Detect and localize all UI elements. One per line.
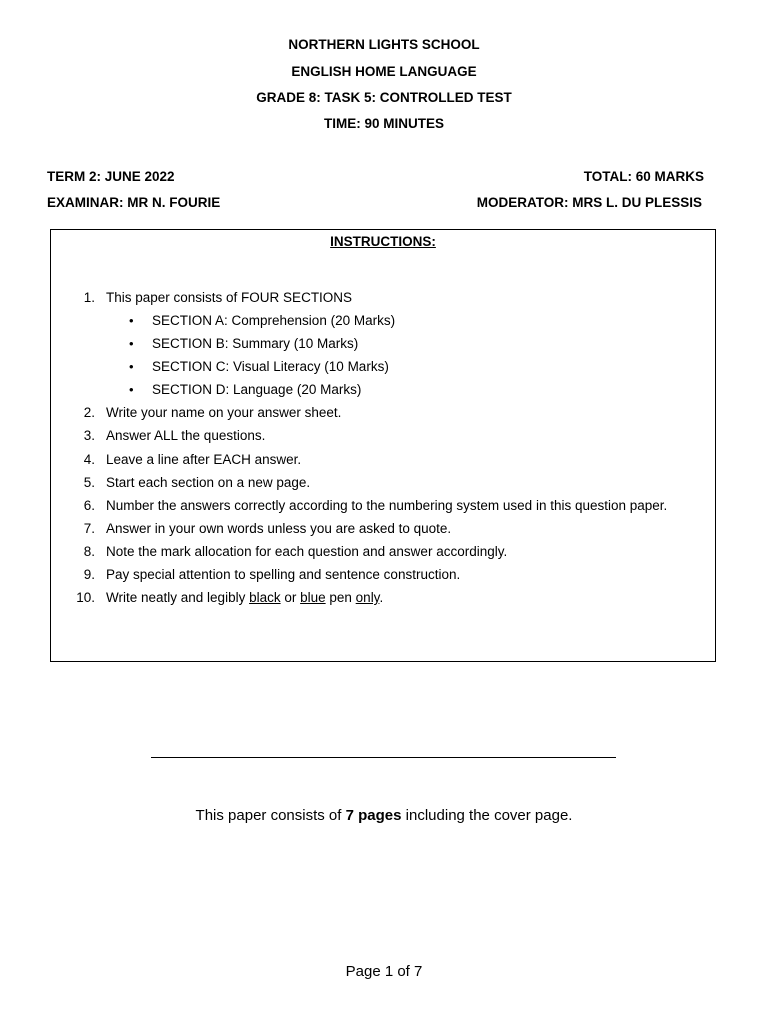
or-text: or [280,590,301,605]
instruction-number: 10. [76,590,95,605]
page-count-bold: 7 pages [345,807,402,824]
bullet-icon: • [129,382,134,397]
moderator-label: MODERATOR: MRS L. DU PLESSIS [476,195,702,210]
period-text: . [379,590,384,605]
instruction-text: This paper consists of FOUR SECTIONS [106,290,353,305]
examiner-label: EXAMINAR: MR N. FOURIE [47,195,221,210]
section-text: SECTION A: Comprehension (20 Marks) [152,313,396,328]
black-underlined: black [249,590,281,605]
instruction-text: Number the answers correctly according to the numbering system used in this question paper. [106,498,668,513]
instruction-text: Write your name on your answer sheet. [106,405,342,420]
instruction-text: Leave a line after EACH answer. [106,452,302,467]
instruction-text-prefix: Write neatly and legibly [106,590,250,605]
blue-underlined: blue [300,590,326,605]
instruction-number: 2. [83,405,95,420]
separator-line [151,757,616,758]
instruction-number: 1. [83,290,95,305]
pen-text: pen [325,590,356,605]
instructions-box [50,229,716,662]
instruction-number: 6. [83,498,95,513]
instruction-number: 3. [83,428,95,443]
instruction-number: 5. [83,475,95,490]
subject-title: ENGLISH HOME LANGUAGE [291,64,477,79]
instructions-heading: INSTRUCTIONS: [330,234,436,249]
page-count-prefix: This paper consists of [195,807,346,824]
section-text: SECTION B: Summary (10 Marks) [152,336,359,351]
instruction-text: Answer ALL the questions. [106,428,266,443]
instruction-text: Start each section on a new page. [106,475,311,490]
instruction-text: Answer in your own words unless you are asked to quote. [106,521,452,536]
instruction-text [106,590,383,605]
instruction-number: 8. [83,544,95,559]
instruction-text: Note the mark allocation for each question and answer accordingly. [106,544,508,559]
page-number: Page 1 of 7 [345,963,423,980]
bullet-icon: • [129,336,134,351]
task-title: GRADE 8: TASK 5: CONTROLLED TEST [256,90,512,105]
bullet-icon: • [129,313,134,328]
bullet-icon: • [129,359,134,374]
instruction-number: 7. [83,521,95,536]
instruction-number: 4. [83,452,95,467]
only-underlined: only [355,590,380,605]
time-allowed: TIME: 90 MINUTES [323,116,444,131]
instruction-text: Pay special attention to spelling and sentence construction. [106,567,461,582]
total-marks-label: TOTAL: 60 MARKS [583,169,704,184]
page-count-statement [0,807,768,824]
page-count-suffix: including the cover page. [401,807,573,824]
section-text: SECTION C: Visual Literacy (10 Marks) [152,359,389,374]
term-label: TERM 2: JUNE 2022 [47,169,175,184]
section-text: SECTION D: Language (20 Marks) [152,382,362,397]
school-name: NORTHERN LIGHTS SCHOOL [288,37,480,52]
instruction-number: 9. [83,567,95,582]
